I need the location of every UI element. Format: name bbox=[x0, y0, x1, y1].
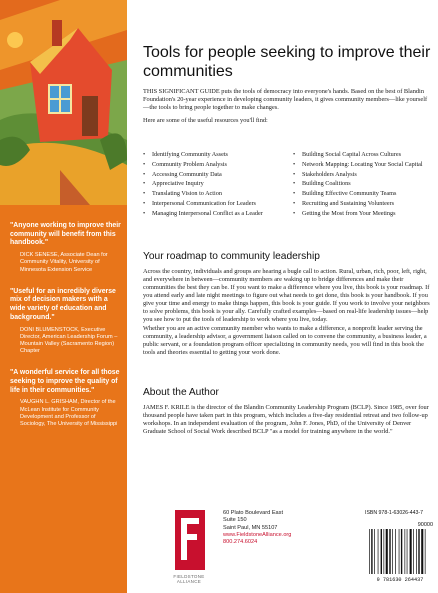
bullet-icon: • bbox=[293, 180, 296, 188]
list-item-label: Building Effective Community Teams bbox=[302, 190, 397, 198]
address-line: Saint Paul, MN 55107 bbox=[223, 524, 278, 531]
barcode-bar bbox=[413, 529, 414, 574]
bullet-icon: • bbox=[143, 199, 146, 207]
bullet-icon: • bbox=[293, 151, 296, 158]
bullet-icon: • bbox=[143, 180, 146, 188]
resource-list-right bbox=[293, 151, 431, 220]
barcode-bar bbox=[384, 529, 385, 574]
list-item-label: Stakeholders Analysis bbox=[302, 170, 357, 178]
list-item-label: Building Coalitions bbox=[302, 180, 351, 188]
quote-attribution: DICK SENESE, Associate Dean for Community Vitality, University of Minnesota Extension Service bbox=[20, 252, 108, 273]
barcode-bar bbox=[369, 529, 370, 574]
author-bio bbox=[143, 404, 430, 436]
bullet-icon: • bbox=[143, 209, 146, 217]
list-item bbox=[143, 180, 283, 187]
list-item-label: Network Mapping: Locating Your Social Capital bbox=[302, 160, 423, 168]
list-item bbox=[143, 161, 283, 168]
house-illustration bbox=[0, 0, 127, 205]
quote-text: "Useful for an incredibly diverse mix of decision makers with a wide variety of education and background." bbox=[10, 287, 116, 321]
publisher-website-link[interactable]: www.FieldstoneAlliance.org bbox=[223, 531, 292, 538]
intro-lead: Here are some of the useful resources you'll find: bbox=[143, 116, 268, 124]
roadmap-paragraph-2 bbox=[143, 325, 430, 357]
bullet-icon: • bbox=[293, 170, 296, 178]
list-item-label: Community Problem Analysis bbox=[152, 160, 227, 168]
quote-text: "Anyone working to improve their community will benefit from this handbook." bbox=[10, 222, 121, 247]
barcode-bar bbox=[410, 529, 412, 574]
barcode-bar bbox=[421, 529, 423, 574]
barcode-price-code: 90000 bbox=[417, 522, 433, 528]
address-line: 60 Plato Boulevard East bbox=[223, 510, 284, 516]
list-item-label: Appreciative Inquiry bbox=[152, 180, 204, 188]
barcode-bar bbox=[418, 529, 419, 574]
barcode-bar bbox=[407, 529, 408, 574]
roadmap-heading: Your roadmap to community leadership bbox=[143, 251, 320, 262]
quote-1 bbox=[10, 222, 122, 274]
barcode-bar bbox=[371, 529, 372, 574]
barcode-bar bbox=[389, 529, 390, 574]
logo-line: FIELDSTONE bbox=[173, 574, 205, 579]
intro-text bbox=[143, 88, 430, 129]
quote-text: "A wonderful service for all those seeking to improve the quality of life in their communities." bbox=[10, 369, 120, 394]
list-item bbox=[293, 180, 431, 187]
list-item-label: Identifying Community Assets bbox=[152, 151, 228, 158]
barcode-bar bbox=[405, 529, 406, 574]
publisher-logo-text bbox=[165, 574, 213, 584]
quote-attribution: DONI BLUMENSTOCK, Executive Director, American Leadership Forum – Mountain Valley (Sacramento Region) Chapter bbox=[20, 326, 118, 355]
endorsement-quotes bbox=[10, 222, 122, 442]
quote-attribution: VAUGHN L. GRISHAM, Director of the McLean Institute for Community Development and Professor of Sociology, The University of Mississippi bbox=[20, 399, 118, 428]
barcode-bar bbox=[425, 529, 426, 574]
barcode-bar bbox=[399, 529, 400, 574]
list-item bbox=[143, 200, 283, 207]
barcode-bar bbox=[378, 529, 379, 574]
intro-paragraph: THIS SIGNIFICANT GUIDE puts the tools of democracy into everyone's hands. Based on the best of Blandin Foundation's 20-year experience in developing community leaders, it gives community members—like yourself—the tools to bring people together to make changes. bbox=[143, 88, 428, 112]
list-item bbox=[293, 151, 431, 158]
paragraph-text: Whether you are an active community member who wants to make a difference, a nonprofit leader serving the community, a leadership advisor, a government liaison called on to convene the community, a business leader, a public servant, or a foundation program officer specializing in community needs, you will find in this book the tools and theories essential to getting your work done. bbox=[143, 325, 427, 357]
publisher-footer bbox=[165, 508, 438, 593]
list-item-label: Translating Vision to Action bbox=[152, 190, 222, 198]
barcode-bar bbox=[401, 529, 402, 574]
barcode-bar bbox=[374, 529, 375, 574]
quote-3 bbox=[10, 369, 122, 428]
list-item bbox=[143, 171, 283, 178]
publisher-phone: 800.274.6024 bbox=[223, 539, 258, 546]
publisher-address bbox=[223, 510, 333, 546]
paragraph-text: JAMES F. KRILE is the director of the Blandin Community Leadership Program (BCLP). Since 1985, over four thousand people have taken part in this program, which includes a five-day residential retreat and two follow-up workshops. In an independent evaluation of the program, John F. Jones, PhD, of the University of Denver Graduate School of Social Work described BCLP "as a model for training anywhere in the world." bbox=[143, 404, 429, 436]
list-item bbox=[143, 210, 283, 217]
address-line: Suite 150 bbox=[223, 517, 247, 524]
bullet-icon: • bbox=[293, 160, 296, 168]
list-item bbox=[293, 161, 431, 168]
paragraph-text: Across the country, individuals and groups are hearing a bugle call to action. Rural, urban, rich, poor, left, right, and everywhere in between—community members are waking up to bridge differences and make their communities the best they can be. If you want to make a difference where you live, this book is your roadmap. If you attend early and late night meetings to figure out what needs to get done, this book is your handbook. If you give your time and energy to make things happen, this book is your guide. If you work to involve your neighbors to solve problems, this book is your ally. Carefully crafted examples—based on real-life leadership issues—help you see how to put the tools of leadership to work where you live, today. bbox=[143, 268, 430, 324]
resource-list-left bbox=[143, 151, 283, 220]
orange-sidebar bbox=[0, 0, 127, 593]
list-item bbox=[143, 190, 283, 197]
list-item-label: Accessing Community Data bbox=[152, 170, 222, 178]
isbn-label: ISBN 978-1-63026-443-7 bbox=[365, 510, 423, 516]
bullet-icon: • bbox=[143, 170, 146, 178]
list-item-label: Getting the Most from Your Meetings bbox=[302, 209, 396, 217]
list-item bbox=[293, 200, 431, 207]
list-item-label: Managing Interpersonal Conflict as a Leader bbox=[152, 209, 263, 217]
list-item bbox=[293, 190, 431, 197]
fieldstone-logo-icon bbox=[171, 510, 209, 570]
list-item-label: Interpersonal Communication for Leaders bbox=[152, 199, 256, 207]
barcode-bar bbox=[395, 529, 396, 574]
list-item bbox=[293, 171, 431, 178]
quote-2 bbox=[10, 288, 122, 356]
list-item bbox=[143, 151, 283, 158]
bullet-icon: • bbox=[143, 160, 146, 168]
bullet-icon: • bbox=[293, 190, 296, 198]
barcode bbox=[365, 518, 435, 583]
logo-line: ALLIANCE bbox=[176, 579, 202, 585]
author-heading: About the Author bbox=[143, 387, 219, 398]
list-item-label: Recruiting and Sustaining Volunteers bbox=[302, 199, 395, 207]
bullet-icon: • bbox=[293, 209, 296, 217]
roadmap-paragraph-1 bbox=[143, 268, 430, 324]
list-item bbox=[293, 210, 431, 217]
bullet-icon: • bbox=[143, 190, 146, 198]
barcode-bar bbox=[392, 529, 393, 574]
headline: Tools for people seeking to improve their communities bbox=[143, 44, 431, 80]
bullet-icon: • bbox=[293, 199, 296, 207]
barcode-bar bbox=[381, 529, 382, 574]
bullet-icon: • bbox=[143, 151, 146, 158]
list-item-label: Building Social Capital Across Cultures bbox=[302, 151, 401, 158]
barcode-number: 9 781630 264437 bbox=[376, 577, 424, 583]
barcode-bar bbox=[416, 529, 417, 574]
barcode-bar bbox=[386, 529, 388, 574]
